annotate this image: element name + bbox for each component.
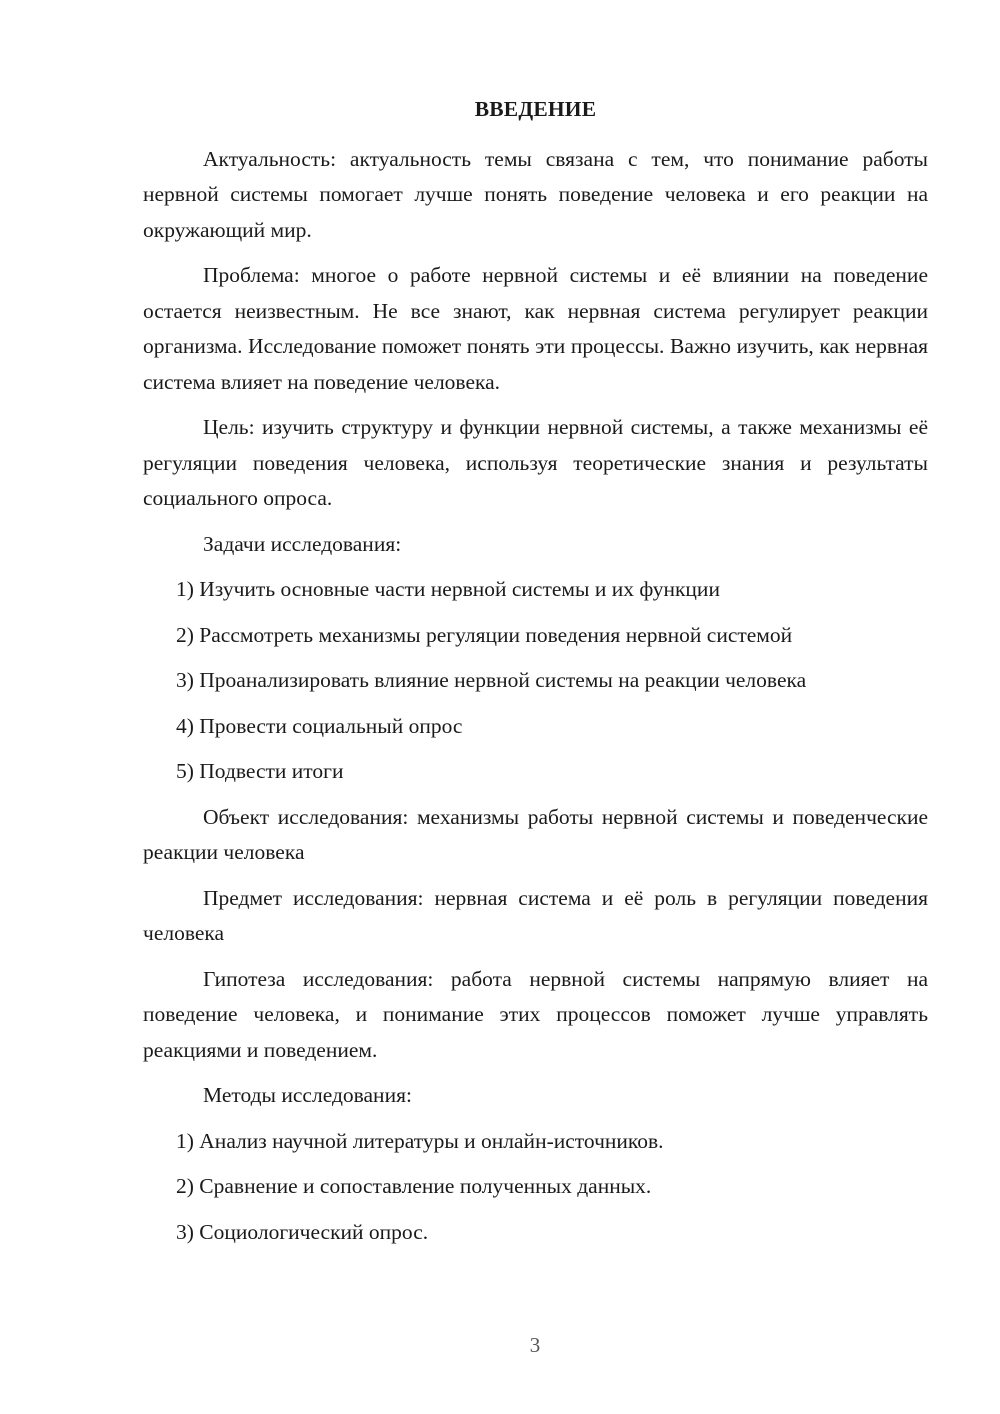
page-number: 3 (529, 1333, 541, 1357)
list-item: 1) Изучить основные части нервной системы и их функции (176, 577, 720, 601)
paragraph-object: Объект исследования: механизмы работы нервной системы и поведенческие реакции человека (143, 804, 928, 864)
methods-heading: Методы исследования: (203, 1083, 412, 1107)
list-item: 2) Рассмотреть механизмы регуляции поведения нервной системой (176, 622, 793, 647)
list-item: 1) Анализ научной литературы и онлайн-источников. (176, 1128, 664, 1153)
list-item: 2) Сравнение и сопоставление полученных данных. (176, 1174, 652, 1198)
tasks-heading: Задачи исследования: (203, 531, 402, 556)
list-item: 4) Провести социальный опрос (176, 713, 463, 738)
paragraph-hypothesis: Гипотеза исследования: работа нервной системы напрямую влияет на поведение человека, и понимание этих процессов поможет лучше управлять реакциями и поведением. (143, 966, 928, 1062)
paragraph-relevance: Актуальность: актуальность темы связана с тем, что понимание работы нервной системы помогает лучше понять поведение человека и его реакции на окружающий мир. (143, 146, 928, 242)
paragraph-subject: Предмет исследования: нервная система и её роль в регуляции поведения человека (143, 885, 928, 945)
section-title: ВВЕДЕНИЕ (474, 97, 597, 121)
page-content (143, 92, 928, 1260)
list-item: 3) Проанализировать влияние нервной системы на реакции человека (176, 668, 807, 692)
list-item: 5) Подвести итоги (176, 759, 344, 783)
tasks-list (143, 572, 928, 790)
paragraph-problem: Проблема: многое о работе нервной системы и её влиянии на поведение остается неизвестным. Не все знают, как нервная система регулирует реакции организма. Исследование поможет понять эти процессы. Важно изучить, как нервная система влияет на поведение человека. (143, 263, 928, 394)
list-item: 3) Социологический опрос. (176, 1219, 429, 1244)
methods-list (143, 1124, 928, 1251)
paragraph-goal: Цель: изучить структуру и функции нервной системы, а также механизмы её регуляции поведения человека, используя теоретические знания и результаты социального опроса. (143, 415, 928, 510)
